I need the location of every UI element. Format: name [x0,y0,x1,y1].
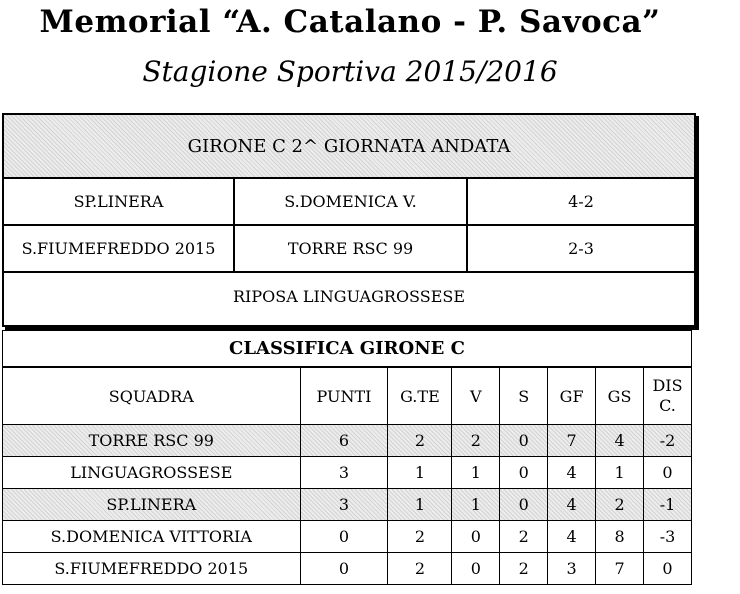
cell-gol-fatti: 4 [548,521,596,553]
standings-table [2,330,692,585]
results-box [2,113,696,327]
team-name: S.FIUMEFREDDO 2015 [3,553,301,585]
table-row [3,553,692,585]
cell-punti: 0 [300,521,388,553]
col-header-sconfitte: S [500,367,548,425]
cell-sconfitte: 2 [500,521,548,553]
cell-giocate: 1 [388,489,452,521]
cell-disciplina: -3 [644,521,692,553]
cell-giocate: 1 [388,457,452,489]
away-team: TORRE RSC 99 [235,226,468,271]
cell-gol-subiti: 8 [596,521,644,553]
resting-team: RIPOSA LINGUAGROSSESE [232,287,466,306]
home-team: S.FIUMEFREDDO 2015 [4,226,235,271]
cell-sconfitte: 0 [500,425,548,457]
cell-disciplina: 0 [644,553,692,585]
table-header-row [3,367,692,425]
away-team: S.DOMENICA V. [235,179,468,224]
matchday-heading: GIRONE C 2^ GIORNATA ANDATA [4,115,694,179]
table-row [3,425,692,457]
disc-label-line2: C. [659,396,676,415]
col-header-disciplina [644,367,692,425]
cell-giocate: 2 [388,521,452,553]
table-row [3,489,692,521]
disc-label-line1: DIS [652,376,683,395]
cell-punti: 3 [300,457,388,489]
col-header-punti: PUNTI [300,367,388,425]
cell-sconfitte: 2 [500,553,548,585]
cell-gol-fatti: 4 [548,489,596,521]
cell-punti: 3 [300,489,388,521]
cell-gol-fatti: 3 [548,553,596,585]
col-header-giocate: G.TE [388,367,452,425]
cell-gol-subiti: 2 [596,489,644,521]
match-score: 4-2 [568,192,594,211]
cell-vinte: 0 [452,553,500,585]
standings-caption: CLASSIFICA GIRONE C [3,331,692,368]
col-header-gol-fatti: GF [548,367,596,425]
match-row [4,179,694,226]
team-name: SP.LINERA [3,489,301,521]
cell-vinte: 0 [452,521,500,553]
cell-disciplina: 0 [644,457,692,489]
cell-punti: 6 [300,425,388,457]
col-header-gol-subiti: GS [596,367,644,425]
team-name: LINGUAGROSSESE [3,457,301,489]
cell-gol-fatti: 7 [548,425,596,457]
cell-gol-subiti: 1 [596,457,644,489]
match-row [4,226,694,273]
season-subtitle: Stagione Sportiva 2015/2016 [142,55,558,88]
cell-sconfitte: 0 [500,489,548,521]
cell-giocate: 2 [388,425,452,457]
cell-giocate: 2 [388,553,452,585]
match-score: 2-3 [568,239,594,258]
cell-vinte: 1 [452,489,500,521]
cell-punti: 0 [300,553,388,585]
team-name: S.DOMENICA VITTORIA [3,521,301,553]
table-row [3,457,692,489]
cell-disciplina: -1 [644,489,692,521]
col-header-squadra: SQUADRA [3,367,301,425]
page-title: Memorial “A. Catalano - P. Savoca” [39,4,661,40]
cell-vinte: 2 [452,425,500,457]
home-team: SP.LINERA [4,179,235,224]
cell-gol-subiti: 7 [596,553,644,585]
team-name: TORRE RSC 99 [3,425,301,457]
cell-disciplina: -2 [644,425,692,457]
table-row [3,521,692,553]
col-header-vinte: V [452,367,500,425]
cell-sconfitte: 0 [500,457,548,489]
cell-gol-fatti: 4 [548,457,596,489]
cell-vinte: 1 [452,457,500,489]
cell-gol-subiti: 4 [596,425,644,457]
